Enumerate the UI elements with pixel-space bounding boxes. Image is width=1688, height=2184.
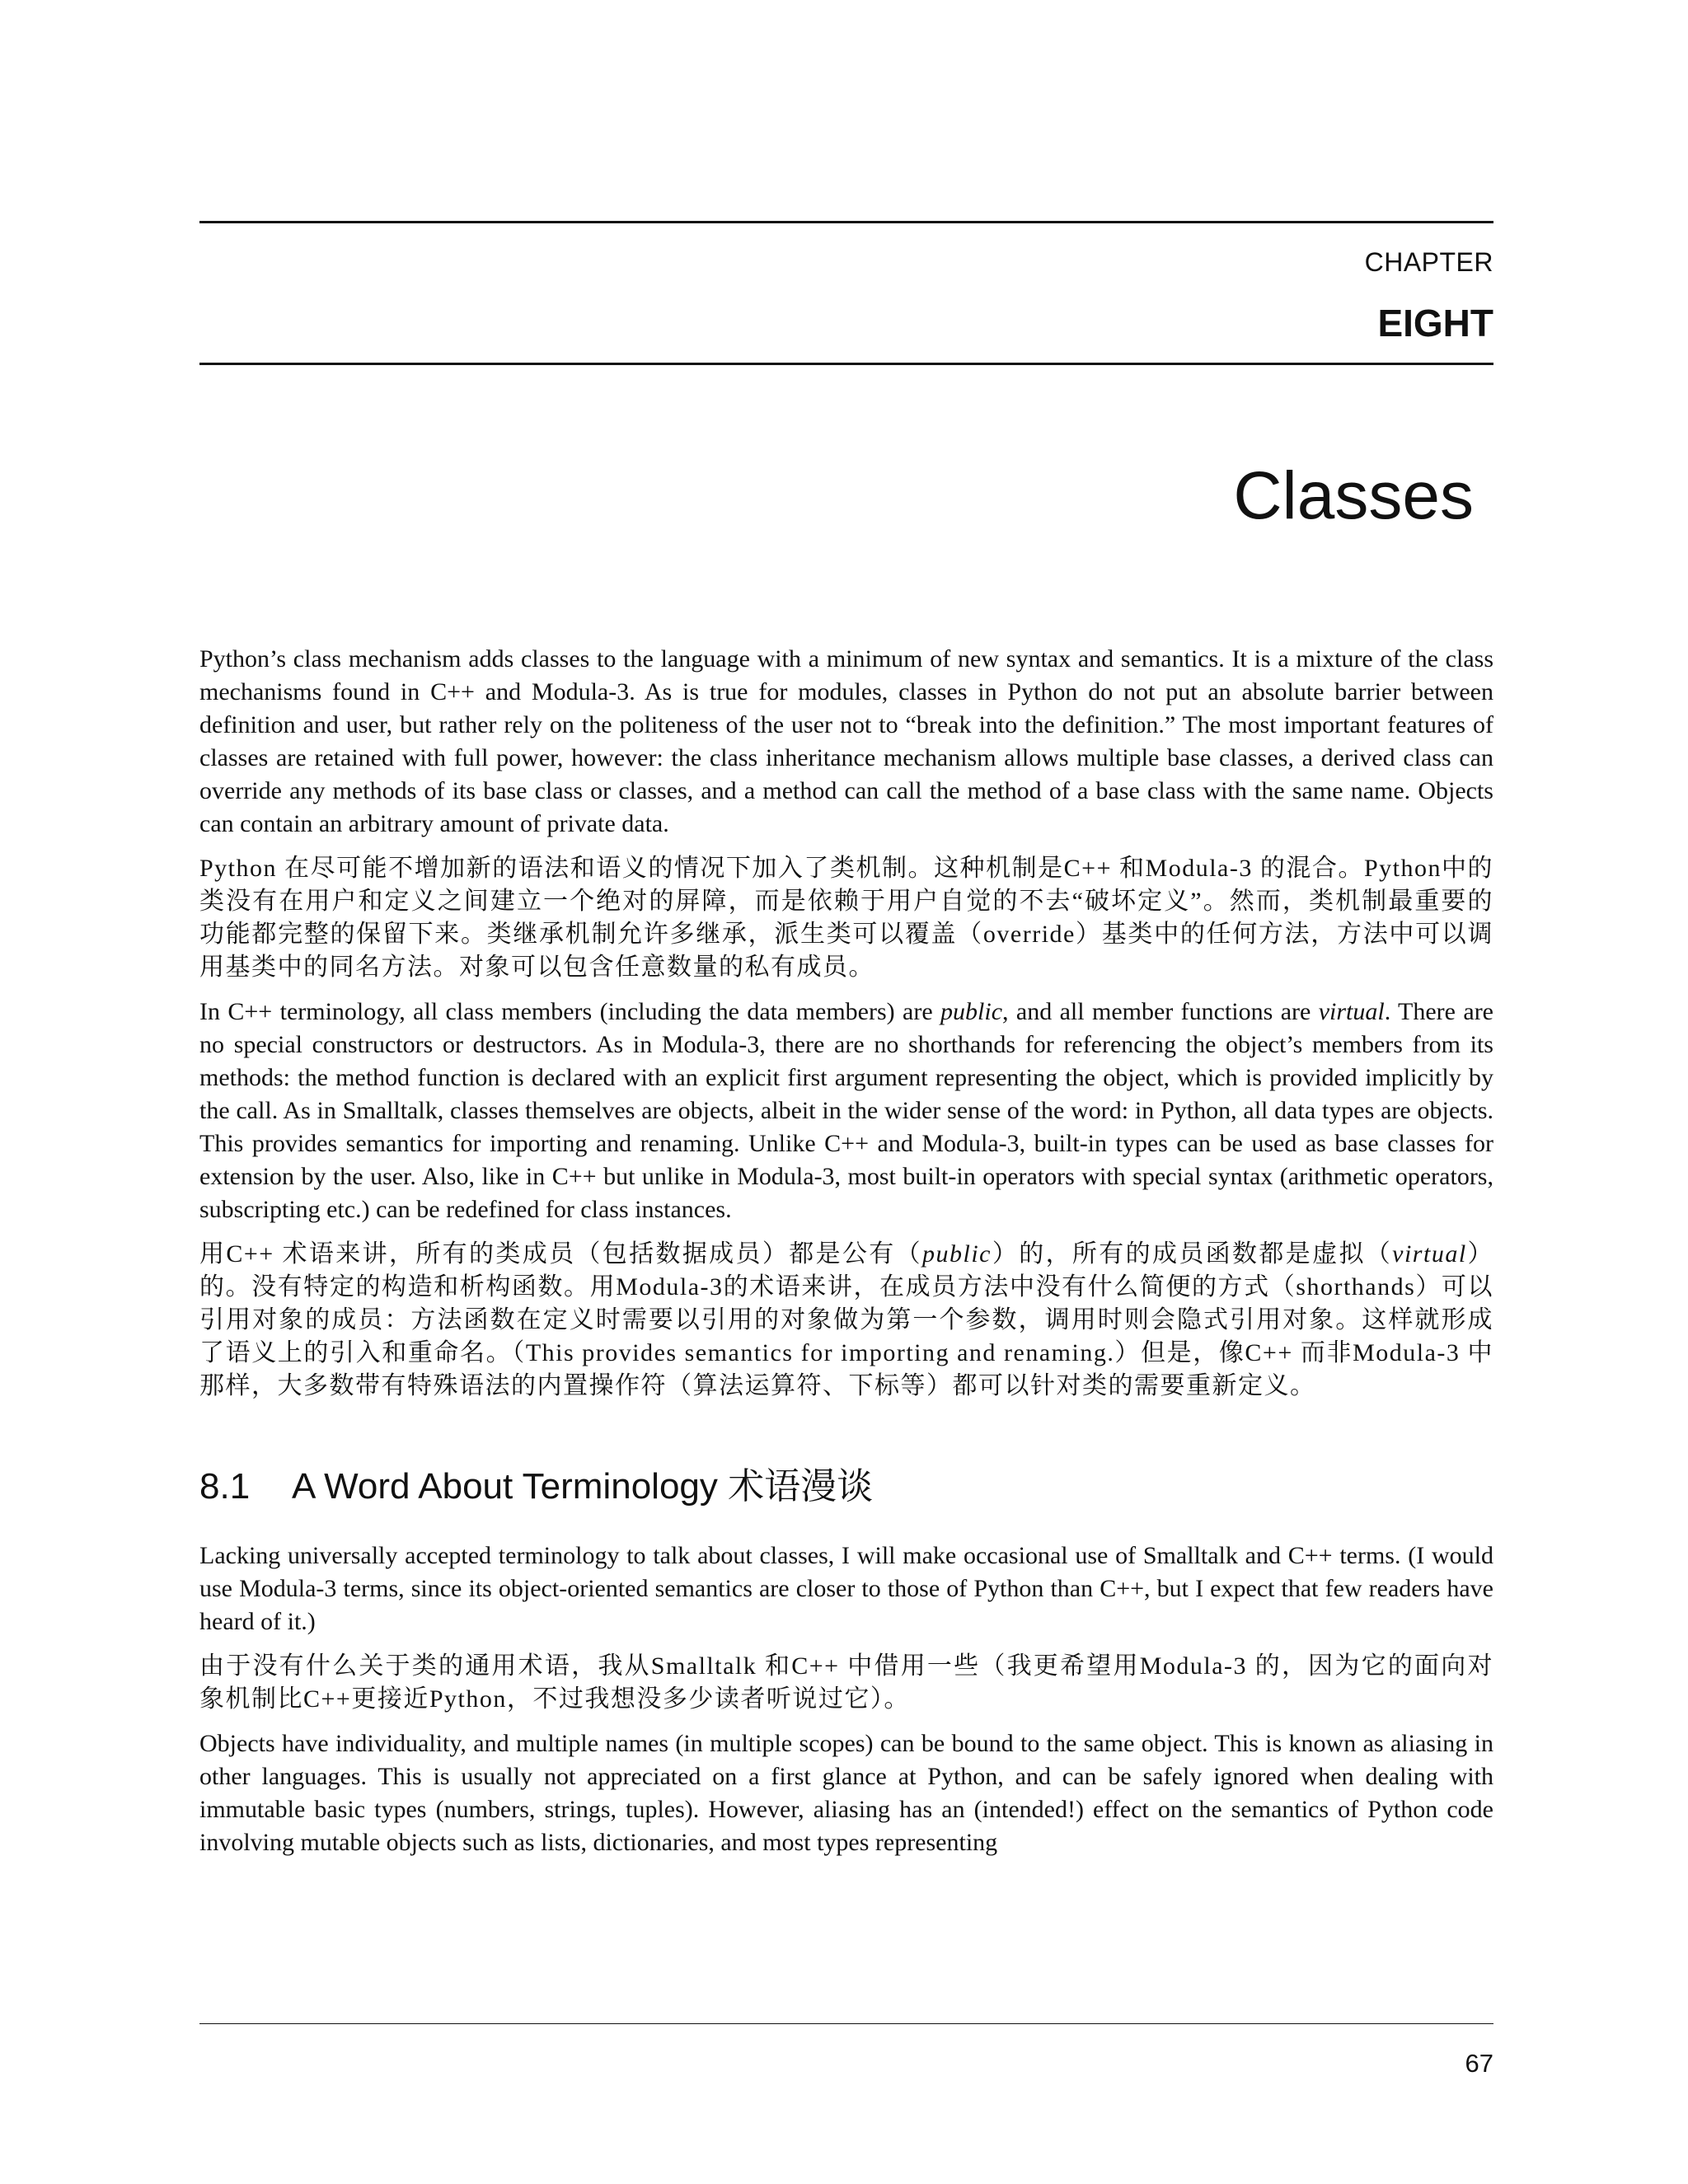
text-segment: ）的，所有的成员函数都是虚拟（	[992, 1240, 1393, 1268]
emphasis-public: public	[940, 998, 1003, 1025]
chapter-bottom-rule	[199, 363, 1493, 365]
footer-rule	[199, 2023, 1493, 2024]
chapter-number: EIGHT	[1377, 302, 1493, 344]
text-segment: 用C++ 术语来讲，所有的类成员（包括数据成员）都是公有（	[199, 1240, 923, 1268]
text-segment: In C++ terminology, all class members (including the data members) are	[199, 998, 941, 1025]
section-paragraph-zh-1: 由于没有什么关于类的通用术语，我从Smalltalk 和C++ 中借用一些（我更希望用Modula-3 的，因为它的面向对象机制比C++更接近Python，不过我想没多少读者听说过它）。	[199, 1652, 1493, 1713]
chapter-title: Classes	[1233, 458, 1474, 533]
terminology-paragraph-en	[199, 996, 1493, 1226]
emphasis-virtual: virtual	[1318, 998, 1385, 1025]
section-paragraph-en-1: Lacking universally accepted terminology to talk about classes, I will make occasional use of Smalltalk and C++ terms. (I would use Modula-3 terms, since its object-oriented semantics are closer to those of Python than C++, but I expect that few readers have heard of it.)	[199, 1542, 1493, 1635]
chapter-top-rule	[199, 221, 1493, 223]
intro-paragraph-zh: Python 在尽可能不增加新的语法和语义的情况下加入了类机制。这种机制是C++ 和Modula-3 的混合。Python中的类没有在用户和定义之间建立一个绝对的屏障，而是依赖于用户自觉的不去“破坏定义”。然而，类机制最重要的功能都完整的保留下来。类继承机制允许多继承，派生类可以覆盖（override）基类中的任何方法，方法中可以调用基类中的同名方法。对象可以包含任意数量的私有成员。	[199, 855, 1493, 981]
section-number: 8.1	[199, 1466, 251, 1507]
text-segment: ）的。没有特定的构造和析构函数。用Modula-3的术语来讲，在成员方法中没有什么简便的方式（shorthands）可以引用对象的成员：方法函数在定义时需要以引用的对象做为第一个参数，调用时则会隐式引用对象。这样就形成了语义上的引入和重命名。（This provides semantics for importing and renaming.）但是，像C++ 而非Modula-3 中那样，大多数带有特殊语法的内置操作符（算法运算符、下标等）都可以针对类的需要重新定义。	[199, 1240, 1494, 1399]
document-page	[199, 0, 1493, 2184]
page-number: 67	[1465, 2049, 1493, 2078]
section-paragraph-en-2: Objects have individuality, and multiple names (in multiple scopes) can be bound to the same object. This is known as aliasing in other languages. This is usually not appreciated on a first glance at Python, and can be safely ignored when dealing with immutable basic types (numbers, strings, tuples). However, aliasing has an (intended!) effect on the semantics of Python code involving mutable objects such as lists, dictionaries, and most types representing	[199, 1730, 1493, 1856]
chapter-label: CHAPTER	[1364, 247, 1493, 277]
text-segment: , and all member functions are	[1002, 998, 1319, 1025]
section-heading	[199, 1464, 1493, 1510]
text-segment: . There are no special constructors or destructors. As in Modula-3, there are no shorthands for referencing the object’s members from its methods: the method function is declared with an explicit first argument representing the object, which is provided implicitly by the call. As in Smalltalk, classes themselves are objects, albeit in the wider sense of the word: in Python, all data types are objects. This provides semantics for importing and renaming. Unlike C++ and Modula-3, built-in types can be used as base classes for extension by the user. Also, like in C++ but unlike in Modula-3, most built-in operators with special syntax (arithmetic operators, subscripting etc.) can be redefined for class instances.	[199, 998, 1493, 1223]
emphasis-virtual: virtual	[1392, 1240, 1467, 1268]
section-title: A Word About Terminology 术语漫谈	[292, 1466, 874, 1507]
chapter-body	[199, 643, 1493, 1871]
emphasis-public: public	[922, 1240, 992, 1268]
terminology-paragraph-zh	[199, 1238, 1493, 1403]
intro-paragraph-en: Python’s class mechanism adds classes to the language with a minimum of new syntax and semantics. It is a mixture of the class mechanisms found in C++ and Modula-3. As is true for modules, classes in Python do not put an absolute barrier between definition and user, but rather rely on the politeness of the user not to “break into the definition.” The most important features of classes are retained with full power, however: the class inheritance mechanism allows multiple base classes, a derived class can override any methods of its base class or classes, and a method can call the method of a base class with the same name. Objects can contain an arbitrary amount of private data.	[199, 645, 1493, 837]
